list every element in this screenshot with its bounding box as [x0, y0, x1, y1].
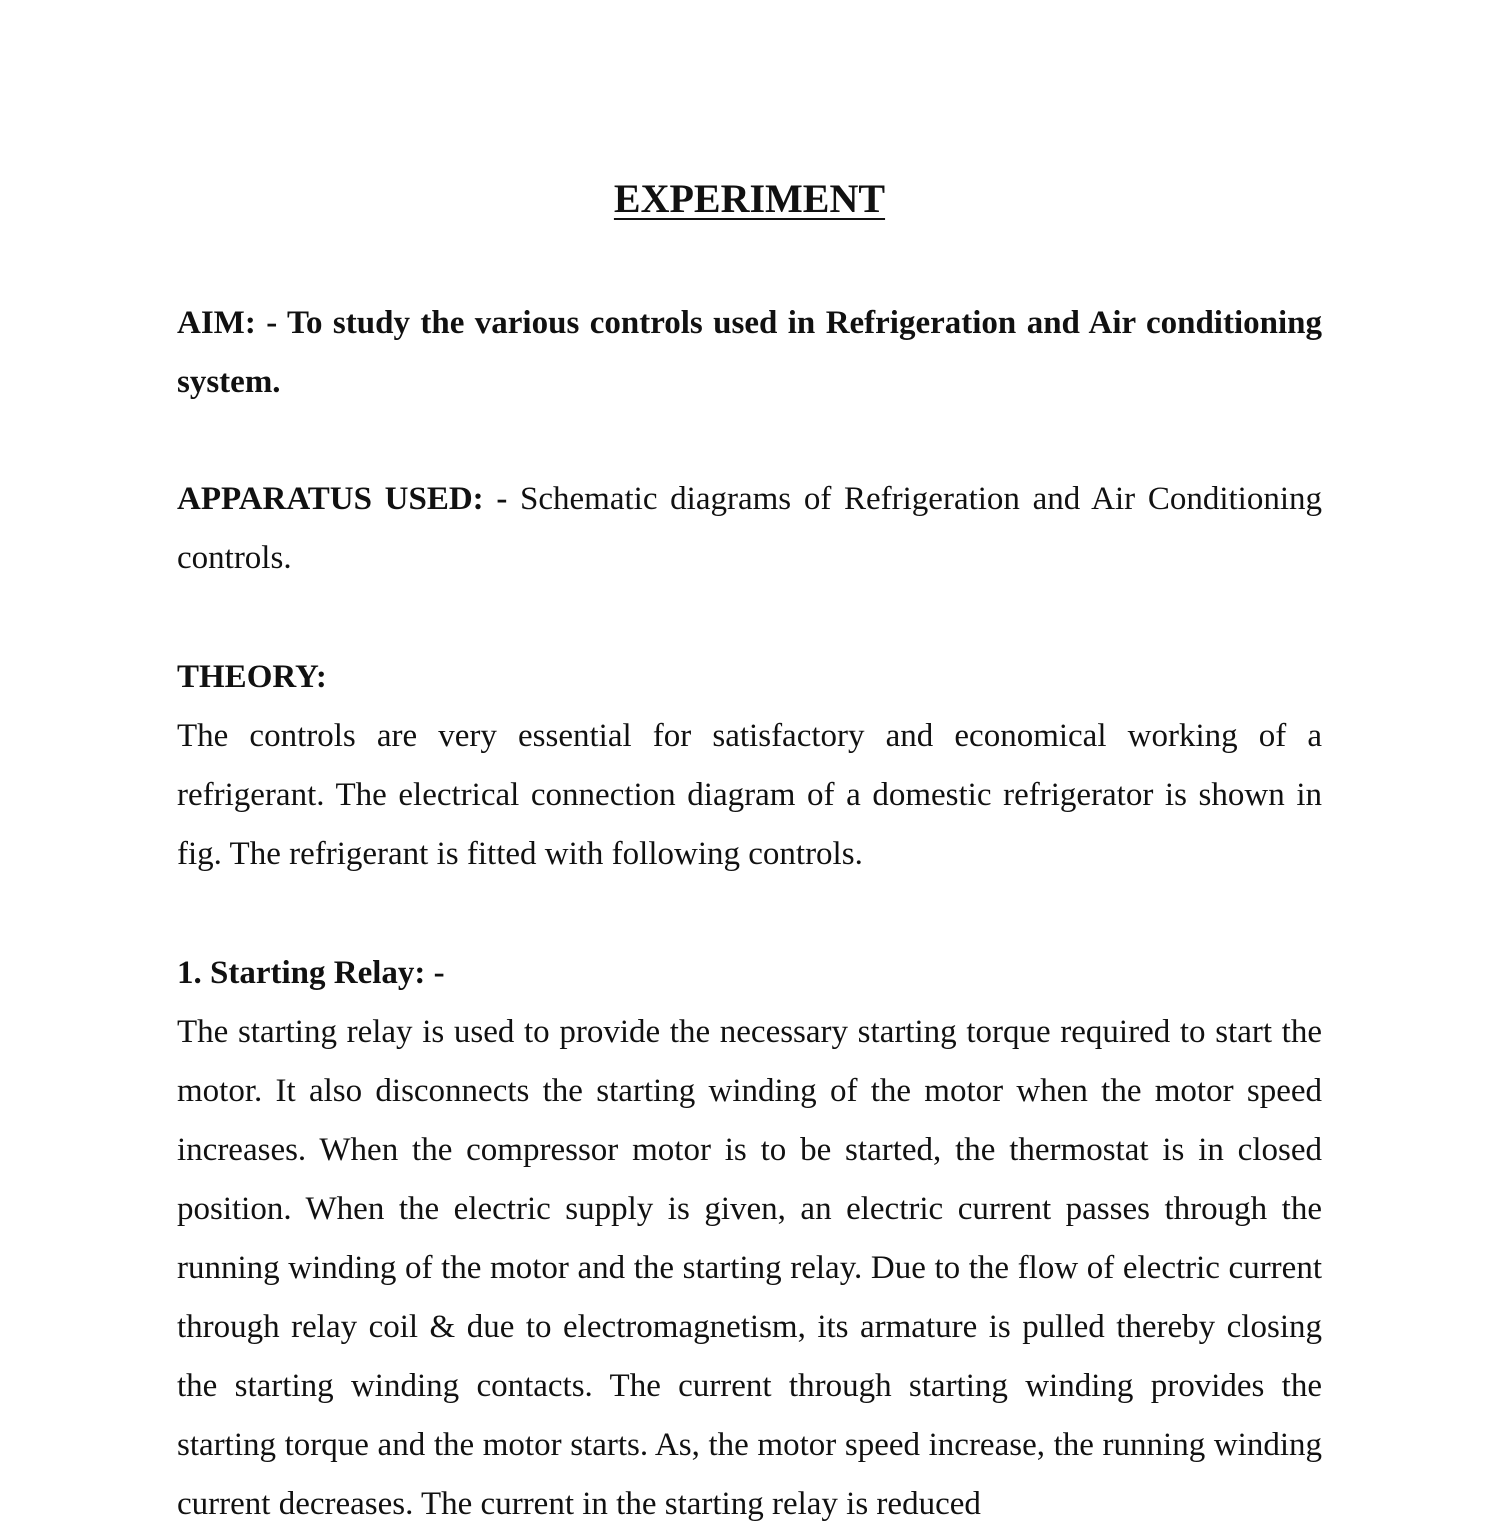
aim-label: AIM: -	[177, 305, 278, 341]
aim-text: To study the various controls used in Refrigeration and Air conditioning system.	[177, 305, 1322, 400]
apparatus-text: Schematic diagrams of Refrigeration and Air Conditioning controls.	[177, 481, 1322, 576]
page-title	[177, 174, 1322, 224]
page-title-text: EXPERIMENT	[613, 176, 886, 221]
apparatus-label: APPARATUS USED: -	[177, 481, 508, 517]
aim-paragraph	[177, 294, 1322, 412]
section-1-paragraph: The starting relay is used to provide the necessary starting torque required to start the motor. It also disconnects the starting winding of the motor when the motor speed increases. When the compressor motor is to be started, the thermostat is in closed position. When the electric supply is given, an electric current passes through the running winding of the motor and the starting relay. Due to the flow of electric current through relay coil & due to electromagnetism, its armature is pulled thereby closing the starting winding contacts. The current through starting winding provides the starting torque and the motor starts. As, the motor speed increase, the running winding current decreases. The current in the starting relay is reduced	[177, 1014, 1322, 1522]
apparatus-paragraph	[177, 470, 1322, 588]
section-1-body	[177, 1003, 1322, 1522]
theory-paragraph: The controls are very essential for satisfactory and economical working of a refrigerant. The electrical connection diagram of a domestic refrigerator is shown in fig. The refrigerant is fitted with following controls.	[177, 718, 1322, 872]
section-1-heading: 1. Starting Relay: -	[177, 955, 445, 991]
theory-heading: THEORY:	[177, 659, 327, 695]
